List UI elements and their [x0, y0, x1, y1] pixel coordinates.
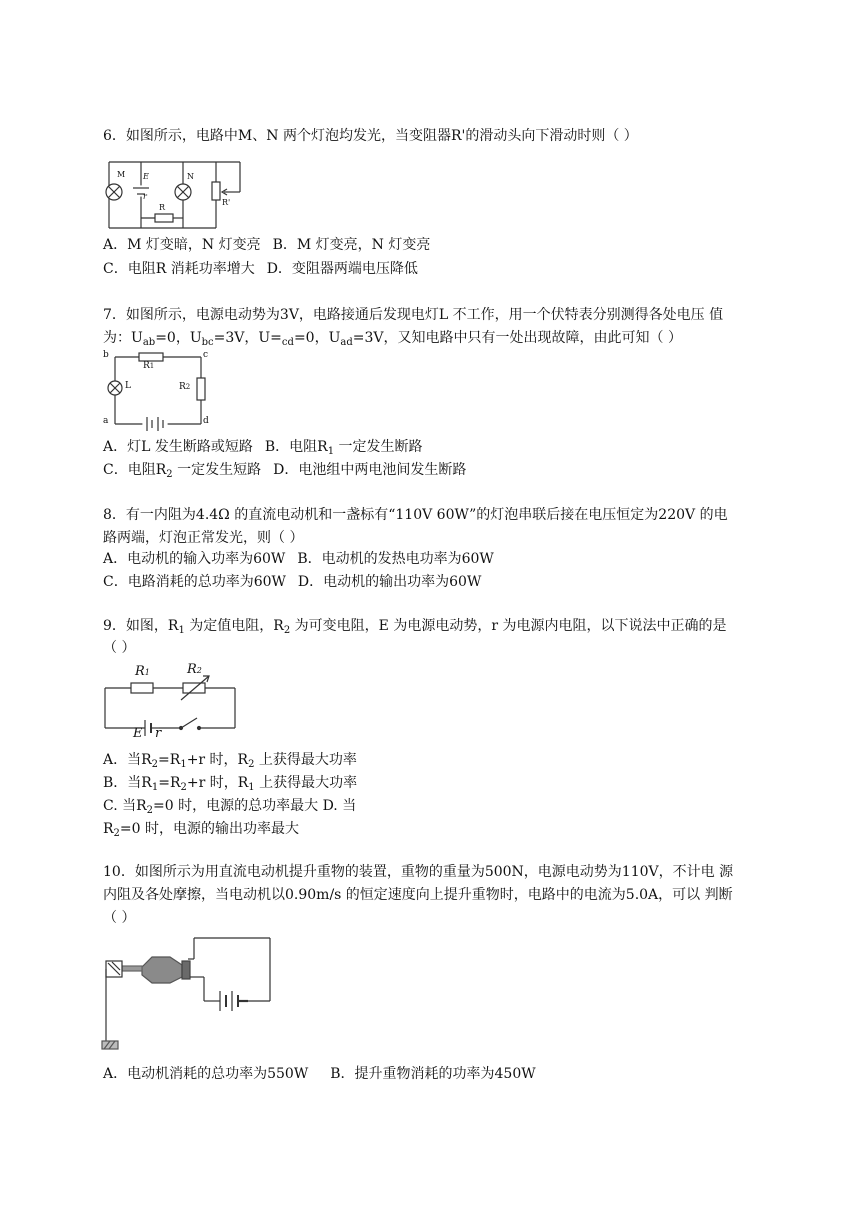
q8-option-d: D．电动机的输出功率为60W — [297, 574, 482, 590]
q6-option-b: B．M 灯变亮，N 灯变亮 — [272, 237, 431, 253]
q9-option-a: A．当$R_2=R_1+r$ 时，$R_2$ 上获得最大功率 — [103, 752, 357, 770]
q7-circuit-figure — [103, 350, 213, 436]
q10-motor-figure — [100, 935, 276, 1055]
q7-label-l: L — [125, 381, 131, 391]
q6-stem: 6．如图所示，电路中M、N 两个灯泡均发光，当变阻器R'的滑动头向下滑动时则（ ） — [103, 128, 638, 144]
q7-label-d: d — [203, 416, 209, 426]
q6-label-rheostat: R' — [222, 198, 231, 207]
q7-stem-line1: 7．如图所示，电源电动势为3V，电路接通后发现电灯L 不工作，用一个伏特表分别测得各处电压 值 — [103, 307, 724, 323]
q9-option-b: B．当$R_1=R_2+r$ 时，$R_1$ 上获得最大功率 — [103, 775, 358, 793]
q7-label-b: b — [103, 350, 109, 360]
q6-label-resistor: R — [159, 203, 166, 212]
q6-options-row1 — [103, 236, 430, 254]
q6-label-m: M — [117, 170, 126, 179]
q9-option-c: C. 当$R_2=0$ 时，电源的总功率最大 D. 当 — [103, 798, 357, 816]
q9-label-e: E — [133, 726, 143, 741]
q9-stem-line2: （ ） — [103, 640, 136, 656]
q7-label-c: c — [203, 350, 209, 360]
q7-option-c: C．电阻$R_2$ 一定发生短路 — [103, 462, 262, 480]
q6-option-a: A．M 灯变暗，N 灯变亮 — [103, 237, 261, 253]
q6-option-d: D．变阻器两端电压降低 — [266, 261, 418, 277]
q7-label-r2: R2 — [179, 382, 191, 392]
q9-stem-line1: 9．如图，$R_1$ 为定值电阻，$R_2$ 为可变电阻，E 为电源电动势，r 为电源内电阻，以下说法中正确的是 — [103, 618, 727, 636]
q7-options-row2 — [103, 461, 466, 479]
q6-label-n: N — [187, 172, 194, 181]
q7-stem-line2: 为：$U_{ab}=0$，$U_{bc}=3V$，$U=_{cd}=0$，$U_{ad}=3V$，又知电路中只有一处出现故障，由此可知（ ） — [103, 330, 682, 348]
q7-label-r1: R1 — [143, 361, 155, 371]
q10-options-row1 — [103, 1065, 536, 1083]
q8-options-row1 — [103, 550, 494, 568]
q9-label-r1: R1 — [135, 664, 150, 679]
q7-label-a: a — [103, 416, 109, 426]
q7-option-d: D．电池组中两电池间发生断路 — [273, 462, 467, 478]
q10-stem-line2: 内阻及各处摩擦，当电动机以0.90m/s 的恒定速度向上提升重物时，电路中的电流为5.0A，可以 判断 — [103, 887, 733, 903]
q9-circuit-figure — [103, 660, 238, 744]
q9-label-r: r — [155, 726, 162, 741]
q10-option-b: B．提升重物消耗的功率为450W — [330, 1066, 536, 1082]
q6-label-r-internal: r — [143, 192, 147, 201]
q6-options-row2 — [103, 260, 418, 278]
q8-option-a: A．电动机的输入功率为60W — [103, 551, 286, 567]
q6-label-e: E — [143, 172, 149, 181]
q9-option-d: $R_2=0$ 时，电源的输出功率最大 — [103, 821, 300, 839]
q10-stem-line1: 10．如图所示为用直流电动机提升重物的装置，重物的重量为500N，电源电动势为110V，不计电 源 — [103, 864, 734, 880]
q8-options-row2 — [103, 573, 481, 591]
q8-stem-line2: 路两端，灯泡正常发光，则（ ） — [103, 530, 304, 546]
q8-stem-line1: 8．有一内阻为4.4Ω 的直流电动机和一盏标有“110V 60W”的灯泡串联后接在电压恒定为220V 的电 — [103, 507, 728, 523]
q8-option-b: B．电动机的发热电功率为60W — [297, 551, 494, 567]
q9-label-r2: R2 — [187, 662, 202, 677]
q6-circuit-figure — [103, 156, 243, 236]
q7-option-a: A．灯L 发生断路或短路 — [103, 439, 253, 455]
q8-option-c: C．电路消耗的总功率为60W — [103, 574, 286, 590]
q6-option-c: C．电阻R 消耗功率增大 — [103, 261, 255, 277]
q10-option-a: A．电动机消耗的总功率为550W — [103, 1066, 309, 1082]
q7-options-row1 — [103, 438, 423, 456]
q7-option-b: B．电阻$R_1$ 一定发生断路 — [264, 439, 423, 457]
q10-stem-line3: （ ） — [103, 910, 136, 926]
